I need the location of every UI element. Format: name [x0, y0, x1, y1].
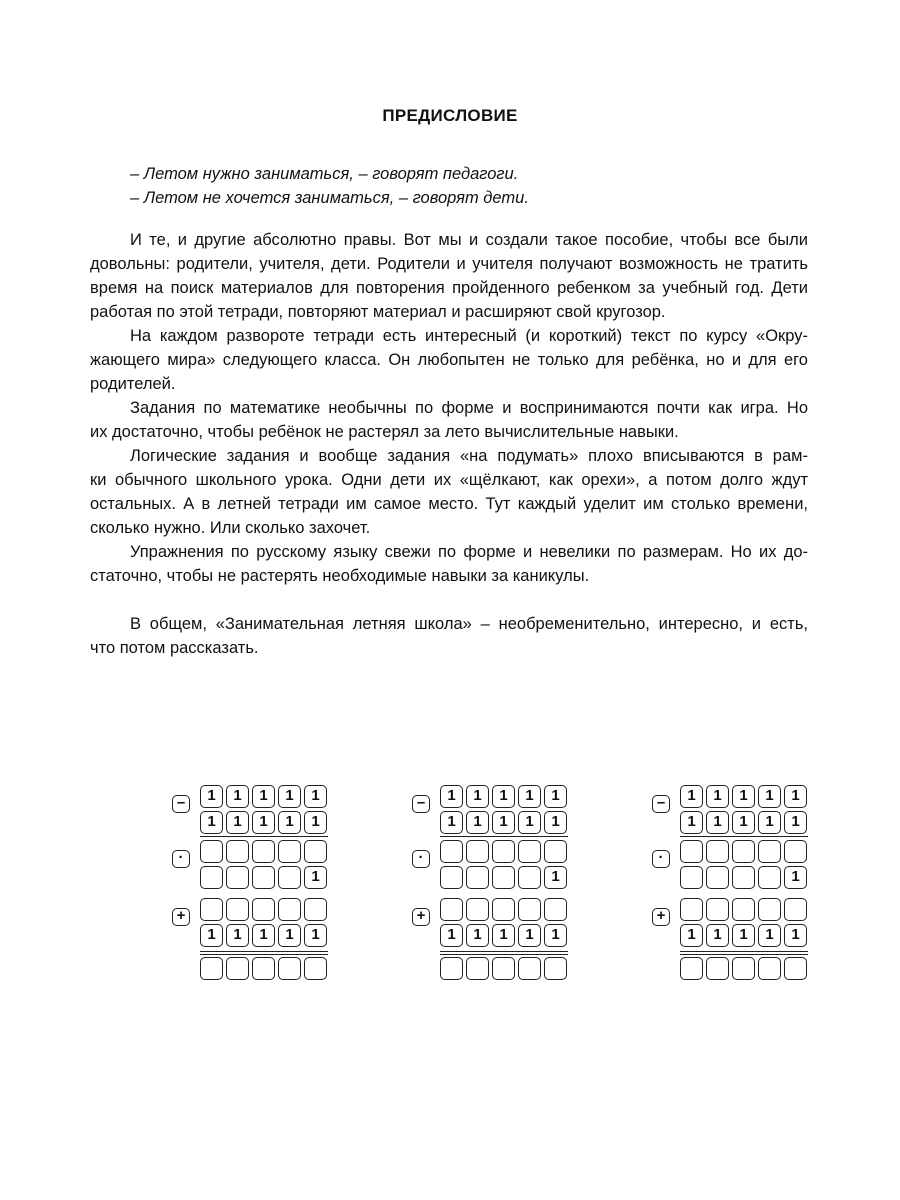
digit-cell[interactable]	[706, 840, 729, 863]
digit-cell[interactable]	[784, 898, 807, 921]
digit-cell[interactable]	[706, 898, 729, 921]
digit-cell[interactable]: 1	[544, 866, 567, 889]
digit-cell[interactable]	[680, 866, 703, 889]
digit-row	[440, 811, 567, 834]
digit-cell[interactable]	[200, 898, 223, 921]
operator-box: –	[172, 795, 190, 813]
text-line: время на поиск материалов для повторения пройденного ребенком за учебный год. Дети	[90, 279, 808, 297]
digit-cell[interactable]	[784, 957, 807, 980]
text-line: работая по этой тетради, повторяют материал и расширяют свой кругозор.	[90, 303, 666, 321]
digit-cell[interactable]: 1	[732, 924, 755, 947]
digit-cell[interactable]: 1	[518, 924, 541, 947]
digit-cell[interactable]: 1	[252, 811, 275, 834]
text-line: родителей.	[90, 375, 176, 393]
digit-cell[interactable]: 1	[492, 924, 515, 947]
digit-cell[interactable]: 1	[466, 924, 489, 947]
text-line: И те, и другие абсолютно правы. Вот мы и создали такое пособие, чтобы все были	[130, 231, 808, 249]
digit-row	[440, 957, 567, 980]
digit-cell[interactable]	[518, 898, 541, 921]
text-line: Логические задания и вообще задания «на подумать» плохо вписываются в рам-	[130, 447, 808, 465]
page-title: ПРЕДИСЛОВИЕ	[382, 106, 518, 125]
operator-box: +	[652, 908, 670, 926]
digit-cell[interactable]: 1	[784, 811, 807, 834]
operator-box: ·	[652, 850, 670, 868]
digit-cell[interactable]	[226, 898, 249, 921]
preface-paragraph	[90, 228, 808, 324]
digit-cell[interactable]	[784, 840, 807, 863]
digit-cell[interactable]: 1	[732, 785, 755, 808]
digit-cell[interactable]: 1	[544, 811, 567, 834]
preface-paragraph	[90, 396, 808, 444]
digit-cell[interactable]	[706, 866, 729, 889]
digit-cell[interactable]: 1	[200, 811, 223, 834]
operator-box: ·	[412, 850, 430, 868]
digit-cell[interactable]: 1	[544, 924, 567, 947]
digit-cell[interactable]	[758, 840, 781, 863]
digit-cell[interactable]: 1	[304, 785, 327, 808]
result-rule	[200, 951, 328, 952]
digit-cell[interactable]	[440, 957, 463, 980]
digit-cell[interactable]	[680, 840, 703, 863]
operator-box: +	[172, 908, 190, 926]
digit-cell[interactable]: 1	[784, 785, 807, 808]
result-rule	[200, 954, 328, 955]
digit-row	[200, 924, 327, 947]
digit-cell[interactable]: 1	[278, 785, 301, 808]
result-rule	[680, 836, 808, 837]
digit-row	[680, 811, 807, 834]
digit-cell[interactable]: 1	[492, 811, 515, 834]
digit-row	[200, 785, 327, 808]
digit-cell[interactable]: 1	[226, 924, 249, 947]
digit-cell[interactable]	[252, 957, 275, 980]
digit-cell[interactable]	[732, 866, 755, 889]
digit-cell[interactable]: 1	[440, 811, 463, 834]
digit-row	[200, 840, 327, 863]
digit-cell[interactable]	[732, 957, 755, 980]
preface-body	[90, 228, 808, 660]
digit-cell[interactable]	[304, 840, 327, 863]
digit-cell[interactable]	[492, 957, 515, 980]
digit-row	[200, 898, 327, 921]
result-rule	[680, 954, 808, 955]
digit-cell[interactable]: 1	[518, 811, 541, 834]
digit-row	[680, 785, 807, 808]
digit-cell[interactable]: 1	[706, 924, 729, 947]
digit-cell[interactable]	[466, 840, 489, 863]
text-line: сколько нужно. Или сколько захочет.	[90, 519, 371, 537]
digit-cell[interactable]	[304, 957, 327, 980]
operator-box: –	[412, 795, 430, 813]
digit-cell[interactable]	[466, 866, 489, 889]
digit-row	[680, 957, 807, 980]
digit-cell[interactable]	[200, 866, 223, 889]
digit-row	[680, 866, 807, 889]
digit-cell[interactable]	[544, 957, 567, 980]
digit-cell[interactable]	[440, 866, 463, 889]
digit-cell[interactable]	[278, 866, 301, 889]
digit-cell[interactable]: 1	[304, 924, 327, 947]
digit-cell[interactable]: 1	[544, 785, 567, 808]
digit-cell[interactable]: 1	[518, 785, 541, 808]
digit-cell[interactable]	[758, 957, 781, 980]
digit-cell[interactable]	[680, 957, 703, 980]
operator-box: +	[412, 908, 430, 926]
digit-cell[interactable]	[466, 898, 489, 921]
operator-box: ·	[172, 850, 190, 868]
digit-cell[interactable]: 1	[758, 924, 781, 947]
digit-cell[interactable]: 1	[680, 811, 703, 834]
digit-cell[interactable]	[518, 957, 541, 980]
result-rule	[200, 836, 328, 837]
digit-cell[interactable]	[492, 840, 515, 863]
result-rule	[440, 954, 568, 955]
digit-cell[interactable]: 1	[226, 785, 249, 808]
digit-cell[interactable]	[278, 840, 301, 863]
text-line: довольны: родители, учителя, дети. Родители и учителя получают возможность не тратить	[90, 255, 808, 273]
text-line: В общем, «Занимательная летняя школа» – необременительно, интересно, и есть,	[130, 615, 808, 633]
digit-cell[interactable]	[226, 840, 249, 863]
text-line: остальных. А в летней тетради им самое место. Тут каждый уделит им столько времени,	[90, 495, 808, 513]
digit-row	[200, 957, 327, 980]
digit-cell[interactable]: 1	[466, 785, 489, 808]
digit-cell[interactable]	[758, 866, 781, 889]
digit-cell[interactable]: 1	[200, 924, 223, 947]
dialog-line: – Летом не хочется заниматься, – говорят дети.	[130, 189, 529, 207]
digit-cell[interactable]: 1	[758, 785, 781, 808]
text-line: Задания по математике необычны по форме и воспринимаются почти как игра. Но	[130, 399, 808, 417]
digit-row	[440, 866, 567, 889]
digit-cell[interactable]	[466, 957, 489, 980]
digit-row	[680, 840, 807, 863]
digit-cell[interactable]	[732, 898, 755, 921]
arithmetic-puzzle	[652, 780, 812, 990]
digit-cell[interactable]: 1	[440, 785, 463, 808]
digit-cell[interactable]: 1	[784, 866, 807, 889]
digit-cell[interactable]	[758, 898, 781, 921]
digit-cell[interactable]: 1	[758, 811, 781, 834]
digit-row	[680, 898, 807, 921]
digit-cell[interactable]	[706, 957, 729, 980]
digit-cell[interactable]: 1	[680, 785, 703, 808]
digit-cell[interactable]	[732, 840, 755, 863]
result-rule	[680, 951, 808, 952]
text-line: ки обычного школьного урока. Одни дети их «щёлкают, как орехи», а потом долго ждут	[90, 471, 808, 489]
text-line: Упражнения по русскому языку свежи по форме и невелики по размерам. Но их до-	[130, 543, 808, 561]
digit-cell[interactable]: 1	[440, 924, 463, 947]
text-line: жающего мира» следующего класса. Он любопытен не только для ребёнка, но и для его	[90, 351, 808, 369]
arithmetic-puzzle	[412, 780, 572, 990]
digit-cell[interactable]: 1	[304, 866, 327, 889]
preface-paragraph	[90, 540, 808, 588]
digit-cell[interactable]	[226, 866, 249, 889]
digit-cell[interactable]: 1	[200, 785, 223, 808]
preface-paragraph	[90, 324, 808, 396]
digit-cell[interactable]	[252, 840, 275, 863]
digit-cell[interactable]	[544, 840, 567, 863]
digit-cell[interactable]: 1	[226, 811, 249, 834]
digit-row	[680, 924, 807, 947]
digit-cell[interactable]	[492, 898, 515, 921]
digit-cell[interactable]: 1	[252, 924, 275, 947]
digit-cell[interactable]	[252, 898, 275, 921]
digit-cell[interactable]: 1	[680, 924, 703, 947]
preface-paragraph	[90, 612, 808, 660]
text-line: их достаточно, чтобы ребёнок не растерял за лето вычислительные навыки.	[90, 423, 679, 441]
digit-cell[interactable]	[518, 840, 541, 863]
digit-cell[interactable]: 1	[732, 811, 755, 834]
digit-row	[440, 898, 567, 921]
digit-cell[interactable]: 1	[304, 811, 327, 834]
digit-cell[interactable]	[304, 898, 327, 921]
digit-cell[interactable]	[252, 866, 275, 889]
operator-box: –	[652, 795, 670, 813]
digit-cell[interactable]	[278, 898, 301, 921]
digit-cell[interactable]: 1	[706, 785, 729, 808]
digit-cell[interactable]	[518, 866, 541, 889]
digit-cell[interactable]	[492, 866, 515, 889]
result-rule	[440, 836, 568, 837]
text-line: На каждом развороте тетради есть интересный (и короткий) текст по курсу «Окру-	[130, 327, 808, 345]
digit-cell[interactable]: 1	[252, 785, 275, 808]
result-rule	[440, 951, 568, 952]
digit-row	[200, 811, 327, 834]
digit-cell[interactable]: 1	[466, 811, 489, 834]
dialog-line: – Летом нужно заниматься, – говорят педагоги.	[130, 165, 519, 183]
digit-cell[interactable]: 1	[492, 785, 515, 808]
digit-cell[interactable]: 1	[278, 811, 301, 834]
digit-cell[interactable]: 1	[278, 924, 301, 947]
text-line: что потом рассказать.	[90, 639, 259, 657]
digit-cell[interactable]	[278, 957, 301, 980]
digit-cell[interactable]	[226, 957, 249, 980]
digit-cell[interactable]	[200, 840, 223, 863]
arithmetic-puzzle	[172, 780, 332, 990]
digit-row	[200, 866, 327, 889]
text-line: статочно, чтобы не растерять необходимые навыки за каникулы.	[90, 567, 590, 585]
digit-cell[interactable]: 1	[784, 924, 807, 947]
digit-cell[interactable]	[680, 898, 703, 921]
digit-row	[440, 924, 567, 947]
digit-cell[interactable]	[200, 957, 223, 980]
digit-cell[interactable]	[544, 898, 567, 921]
digit-cell[interactable]	[440, 898, 463, 921]
digit-row	[440, 785, 567, 808]
digit-row	[440, 840, 567, 863]
digit-cell[interactable]	[440, 840, 463, 863]
preface-paragraph	[90, 444, 808, 540]
digit-cell[interactable]: 1	[706, 811, 729, 834]
